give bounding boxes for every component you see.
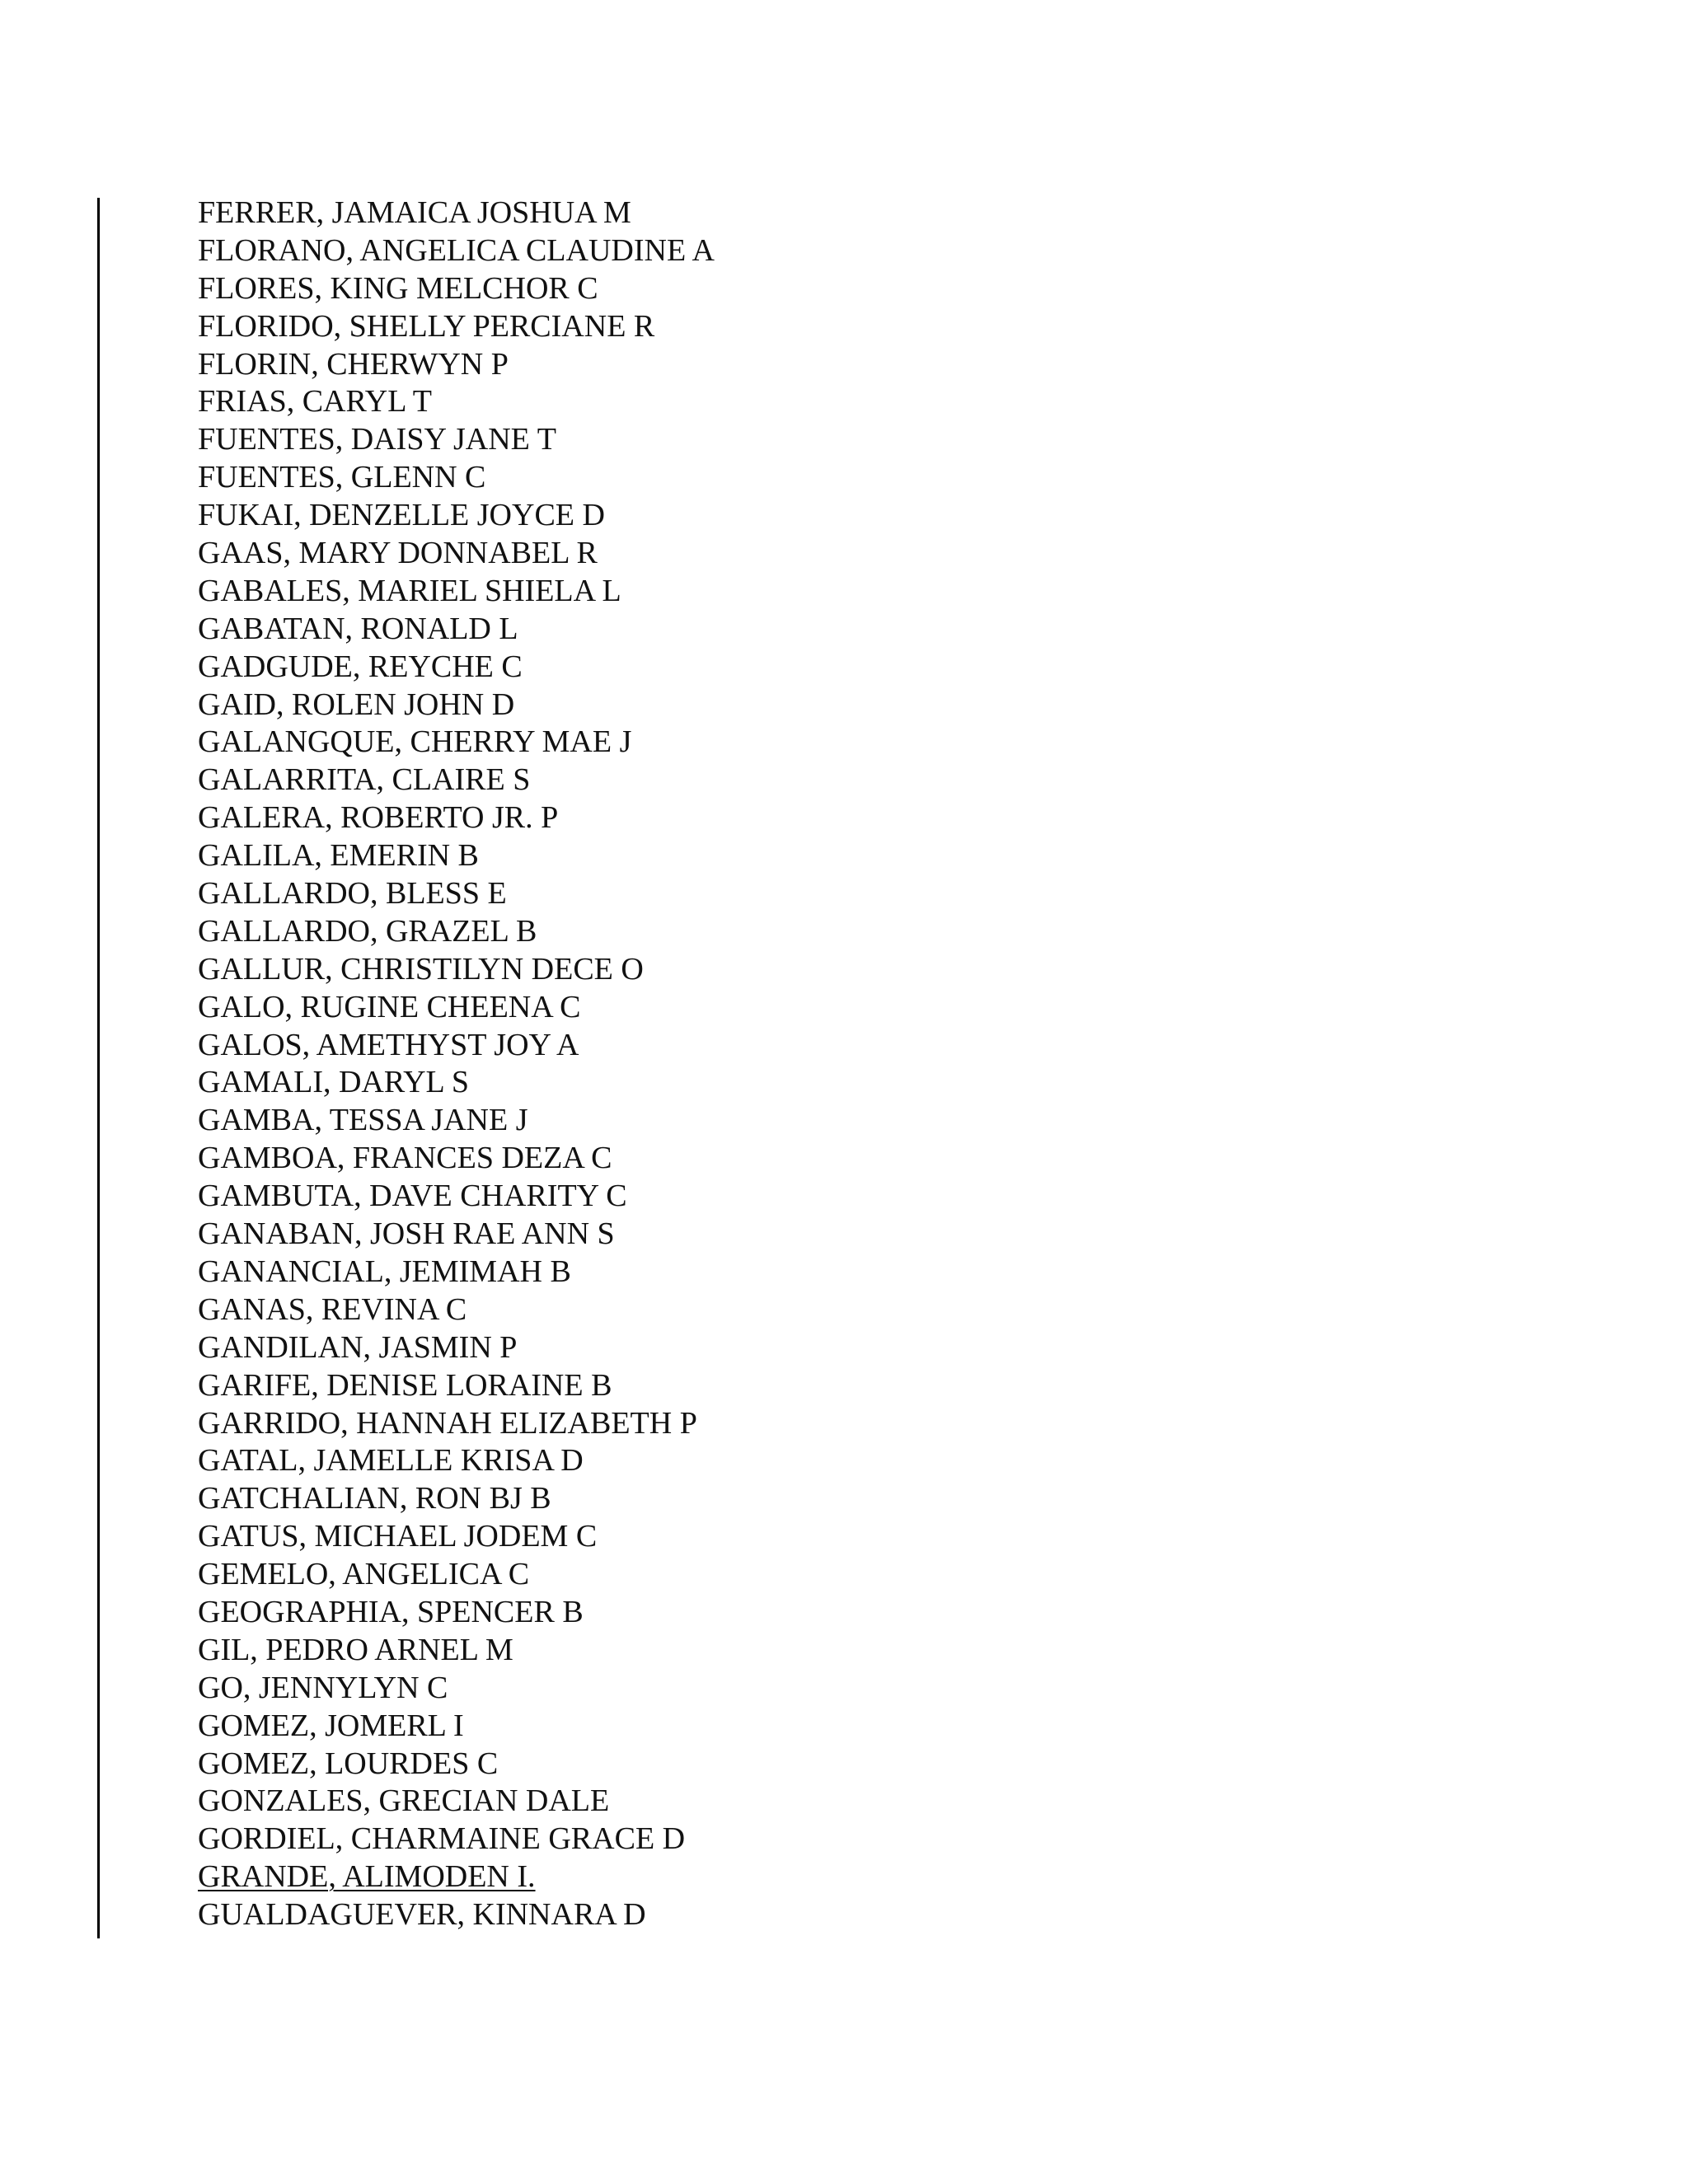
list-item: GOMEZ, JOMERL I	[198, 1708, 464, 1743]
list-item: GO, JENNYLYN C	[198, 1670, 448, 1705]
list-item: GALLUR, CHRISTILYN DECE O	[198, 951, 644, 987]
list-item: GALANGQUE, CHERRY MAE J	[198, 724, 632, 760]
list-item: GAMALI, DARYL S	[198, 1065, 469, 1100]
list-item: GAMBUTA, DAVE CHARITY C	[198, 1179, 627, 1214]
list-item: GANAS, REVINA C	[198, 1291, 467, 1327]
list-item: GABATAN, RONALD L	[198, 611, 518, 646]
list-item-underlined: GRANDE, ALIMODEN I.	[198, 1859, 536, 1895]
list-item: FUENTES, DAISY JANE T	[198, 422, 556, 457]
list-item: GADGUDE, REYCHE C	[198, 649, 523, 684]
list-item: GIL, PEDRO ARNEL M	[198, 1632, 513, 1667]
list-item: GANANCIAL, JEMIMAH B	[198, 1254, 571, 1289]
list-item: GANDILAN, JASMIN P	[198, 1329, 518, 1365]
list-item: GALO, RUGINE CHEENA C	[198, 989, 581, 1024]
list-item: FLORES, KING MELCHOR C	[198, 270, 598, 306]
list-item: FLORANO, ANGELICA CLAUDINE A	[198, 232, 715, 268]
list-item: GALLARDO, GRAZEL B	[198, 913, 537, 949]
list-item: FUENTES, GLENN C	[198, 460, 486, 495]
list-item: GATAL, JAMELLE KRISA D	[198, 1443, 584, 1479]
list-item: GOMEZ, LOURDES C	[198, 1746, 499, 1781]
list-item: FRIAS, CARYL T	[198, 384, 433, 419]
change-bar	[97, 198, 100, 1938]
list-item: GUALDAGUEVER, KINNARA D	[198, 1897, 646, 1933]
list-item: GANABAN, JOSH RAE ANN S	[198, 1216, 615, 1252]
list-item: GARIFE, DENISE LORAINE B	[198, 1367, 612, 1403]
list-item: GABALES, MARIEL SHIELA L	[198, 573, 621, 608]
list-item: GEOGRAPHIA, SPENCER B	[198, 1594, 584, 1629]
list-item: GALLARDO, BLESS E	[198, 876, 507, 912]
list-item: GATUS, MICHAEL JODEM C	[198, 1519, 598, 1554]
list-item: GALERA, ROBERTO JR. P	[198, 800, 559, 836]
list-item: GAID, ROLEN JOHN D	[198, 687, 515, 722]
list-item: GAMBA, TESSA JANE J	[198, 1103, 528, 1138]
list-item: GONZALES, GRECIAN DALE	[198, 1783, 610, 1819]
list-item: FUKAI, DENZELLE JOYCE D	[198, 498, 605, 533]
list-item: GATCHALIAN, RON BJ B	[198, 1481, 551, 1516]
name-list	[198, 194, 715, 1934]
list-item: GAAS, MARY DONNABEL R	[198, 536, 598, 571]
list-item: GALILA, EMERIN B	[198, 838, 479, 874]
list-item: FLORIDO, SHELLY PERCIANE R	[198, 308, 655, 344]
list-item: GEMELO, ANGELICA C	[198, 1557, 530, 1592]
list-item: GORDIEL, CHARMAINE GRACE D	[198, 1821, 686, 1857]
list-item: FLORIN, CHERWYN P	[198, 346, 509, 382]
list-item: GAMBOA, FRANCES DEZA C	[198, 1141, 612, 1176]
list-item: GALARRITA, CLAIRE S	[198, 762, 531, 798]
list-item: GARRIDO, HANNAH ELIZABETH P	[198, 1405, 697, 1441]
list-item: GALOS, AMETHYST JOY A	[198, 1027, 579, 1062]
list-item: FERRER, JAMAICA JOSHUA M	[198, 195, 631, 230]
